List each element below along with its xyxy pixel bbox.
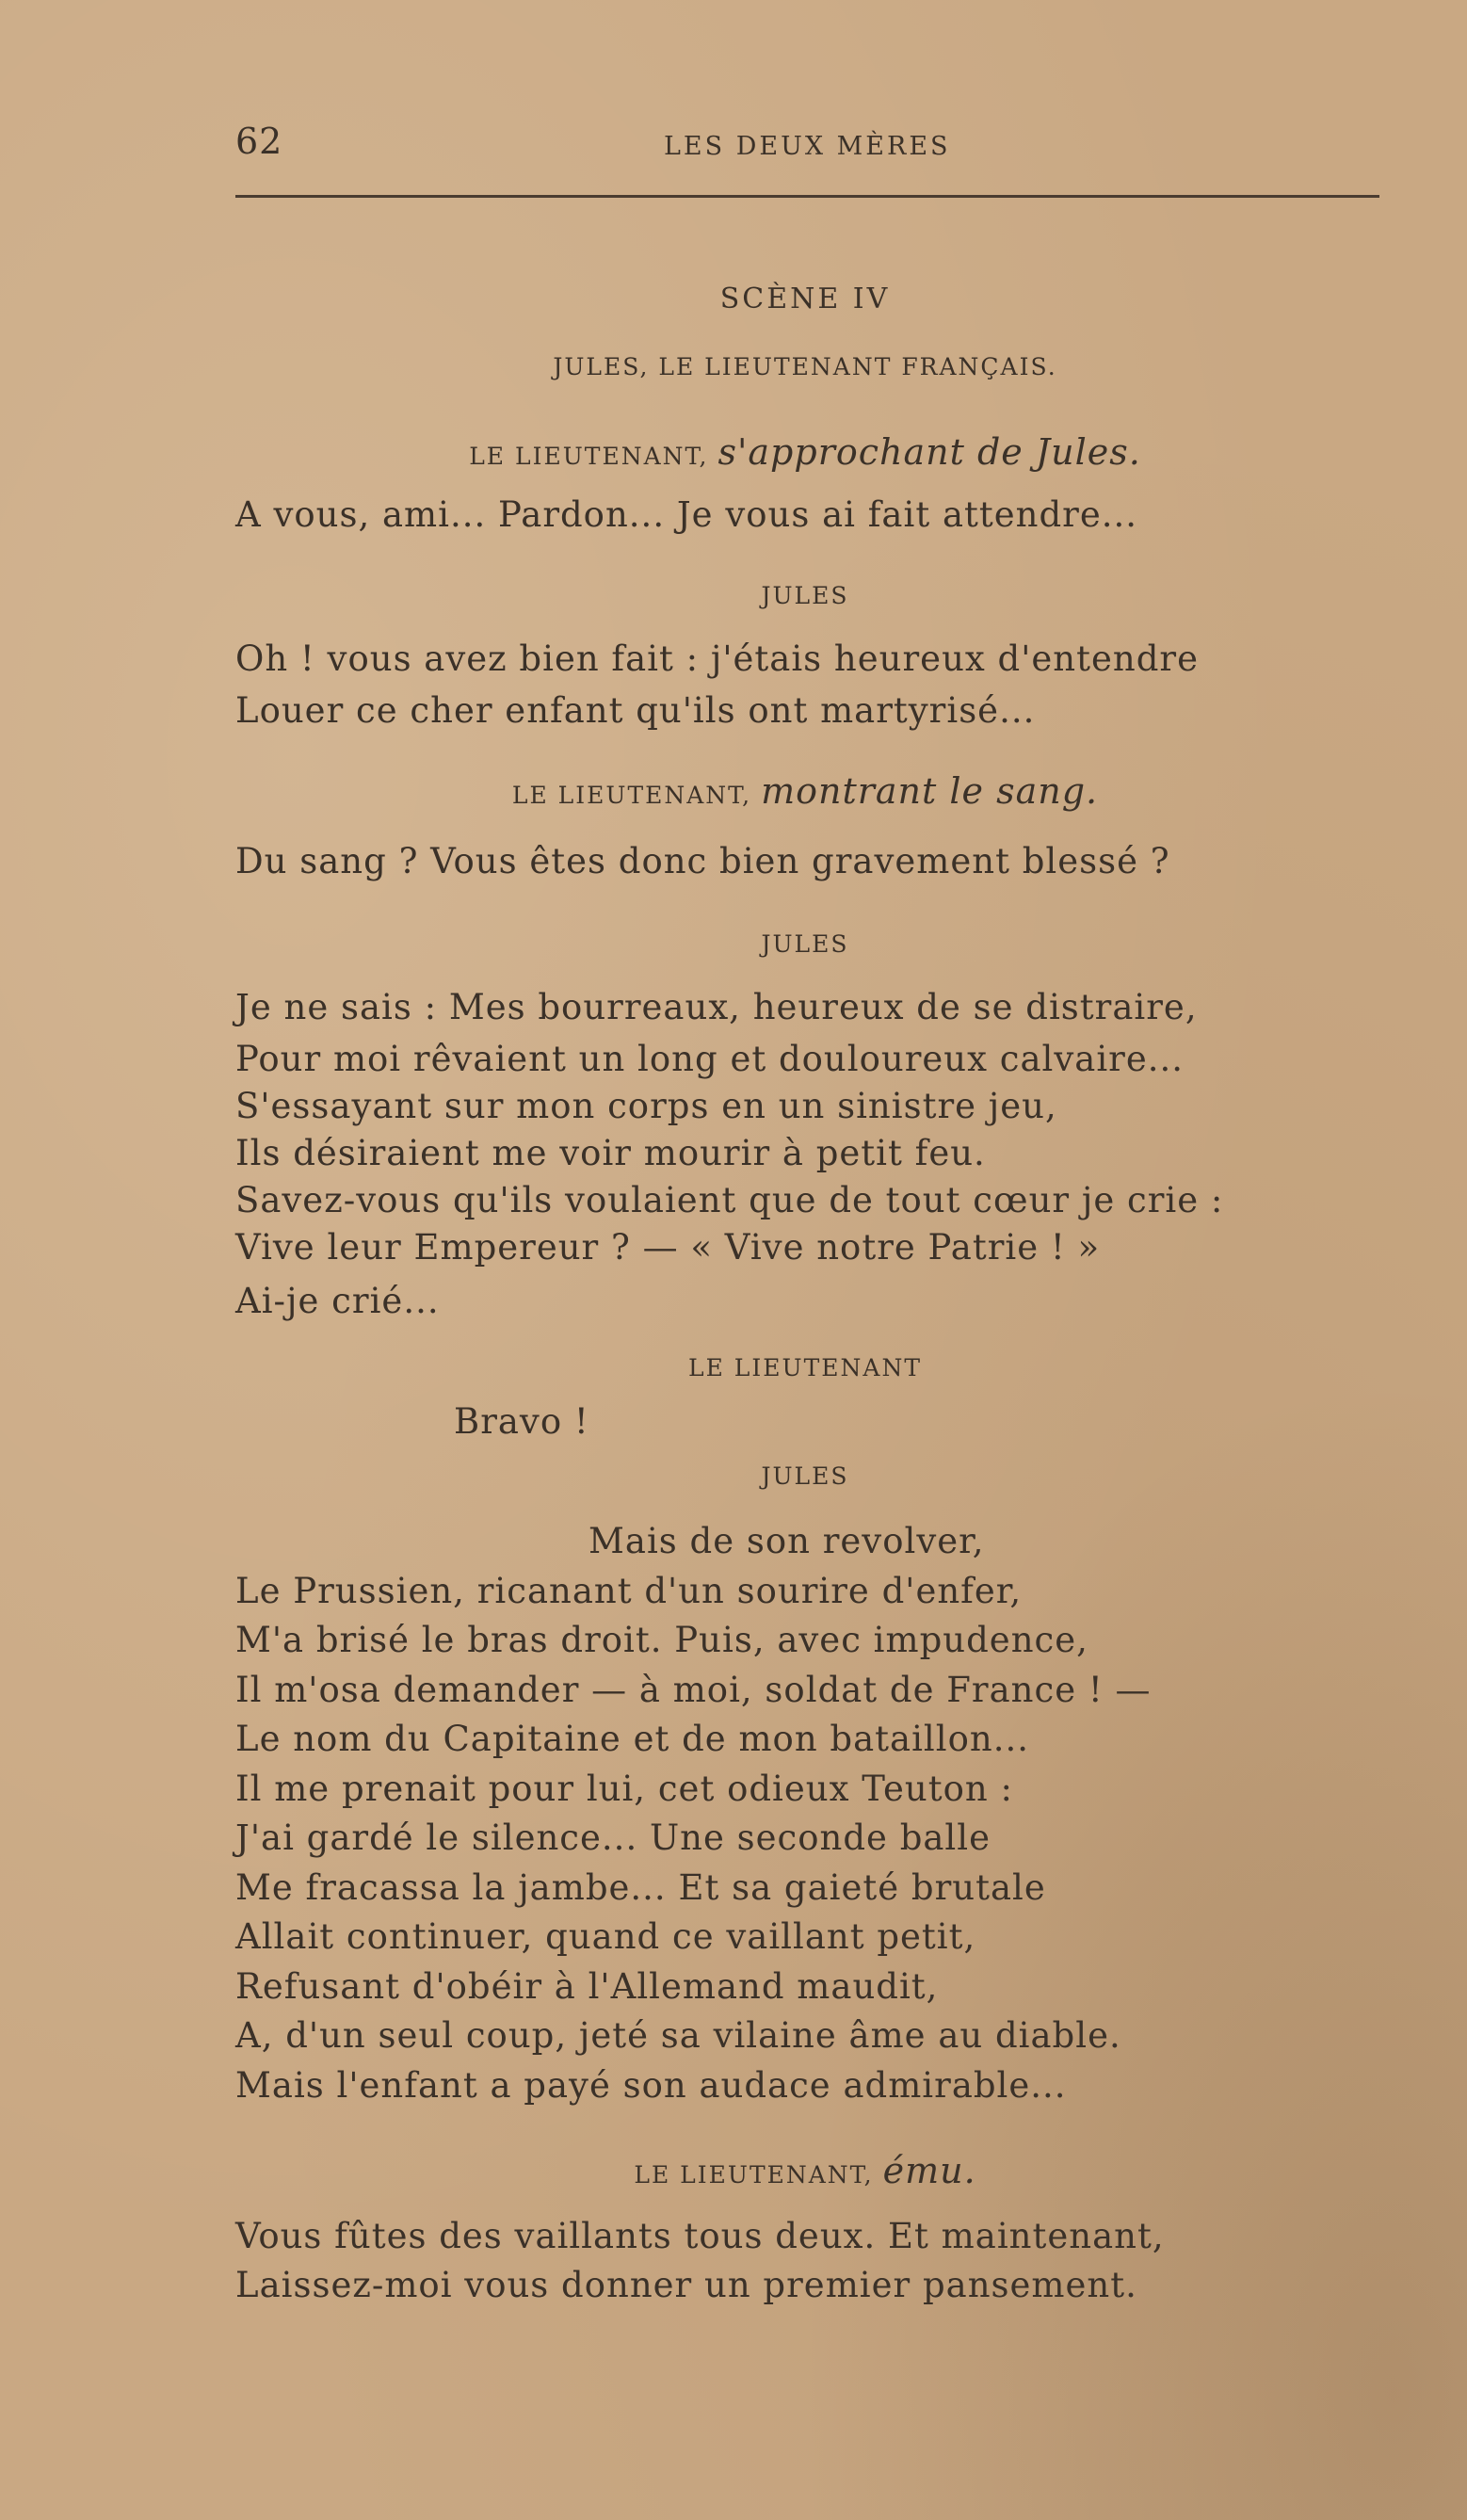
header-rule [235,195,1379,198]
verse-line: Pour moi rêvaient un long et douloureux calvaire... [235,1039,1185,1079]
verse-line: Me fracassa la jambe... Et sa gaieté brutale [235,1867,1046,1908]
scene-characters: JULES, LE LIEUTENANT FRANÇAIS. [553,353,1057,380]
speaker-name: JULES [761,1462,849,1490]
verse-line: Le Prussien, ricanant d'un sourire d'enfer, [235,1571,1023,1611]
speaker-heading [235,582,1375,609]
speaker-name: JULES [761,582,849,609]
speaker-heading [235,1462,1375,1490]
verse-line: Vive leur Empereur ? — « Vive notre Patrie ! » [235,1227,1101,1268]
verse-line: Vous fûtes des vaillants tous deux. Et maintenant, [235,2216,1165,2256]
stage-direction: ému. [882,2150,976,2191]
stage-direction: montrant le sang. [761,770,1099,812]
verse-line: Du sang ? Vous êtes donc bien gravement blessé ? [235,841,1170,881]
page-header [235,121,1375,168]
speaker-heading [235,431,1375,473]
verse-line: Refusant d'obéir à l'Allemand maudit, [235,1966,939,2007]
stage-direction: s'approchant de Jules. [717,431,1141,473]
verse-line: Louer ce cher enfant qu'ils ont martyrisé... [235,690,1036,731]
verse-line: J'ai gardé le silence... Une seconde balle [235,1817,991,1858]
page-number: 62 [235,121,283,162]
verse-line: S'essayant sur mon corps en un sinistre jeu, [235,1086,1057,1126]
verse-line: Il m'osa demander — à moi, soldat de France ! — [235,1670,1152,1710]
verse-line: M'a brisé le bras droit. Puis, avec impudence, [235,1620,1088,1660]
verse-line: Ai-je crié... [235,1281,440,1321]
verse-line: Laissez-moi vous donner un premier pansement. [235,2265,1137,2305]
speaker-heading [235,770,1375,812]
verse-line: Il me prenait pour lui, cet odieux Teuton : [235,1769,1013,1809]
verse-line: Je ne sais : Mes bourreaux, heureux de se distraire, [235,987,1198,1027]
verse-line: A vous, ami... Pardon... Je vous ai fait attendre... [235,494,1138,535]
verse-line: Savez-vous qu'ils voulaient que de tout cœur je crie : [235,1180,1224,1220]
speaker-name: LE LIEUTENANT, [634,2161,874,2189]
verse-line: Le nom du Capitaine et de mon bataillon... [235,1719,1029,1759]
verse-line: Mais l'enfant a payé son audace admirable... [235,2065,1067,2106]
verse-line: Mais de son revolver, [588,1521,985,1561]
verse-line: Allait continuer, quand ce vaillant petit, [235,1916,976,1957]
speaker-name: LE LIEUTENANT, [511,782,752,809]
scene-title: SCÈNE IV [719,283,891,315]
speaker-name: LE LIEUTENANT [688,1354,922,1381]
verse-line: Oh ! vous avez bien fait : j'étais heureux d'entendre [235,638,1199,679]
verse-line: Ils désiraient me voir mourir à petit feu. [235,1133,986,1173]
speaker-heading [235,2150,1375,2191]
verse-line: A, d'un seul coup, jeté sa vilaine âme au diable. [235,2015,1121,2056]
speaker-name: LE LIEUTENANT, [469,443,709,470]
running-title: LES DEUX MÈRES [664,132,951,161]
speaker-heading [235,1354,1375,1381]
speaker-name: JULES [761,930,849,958]
speaker-heading [235,930,1375,958]
verse-line: Bravo ! [454,1401,589,1442]
